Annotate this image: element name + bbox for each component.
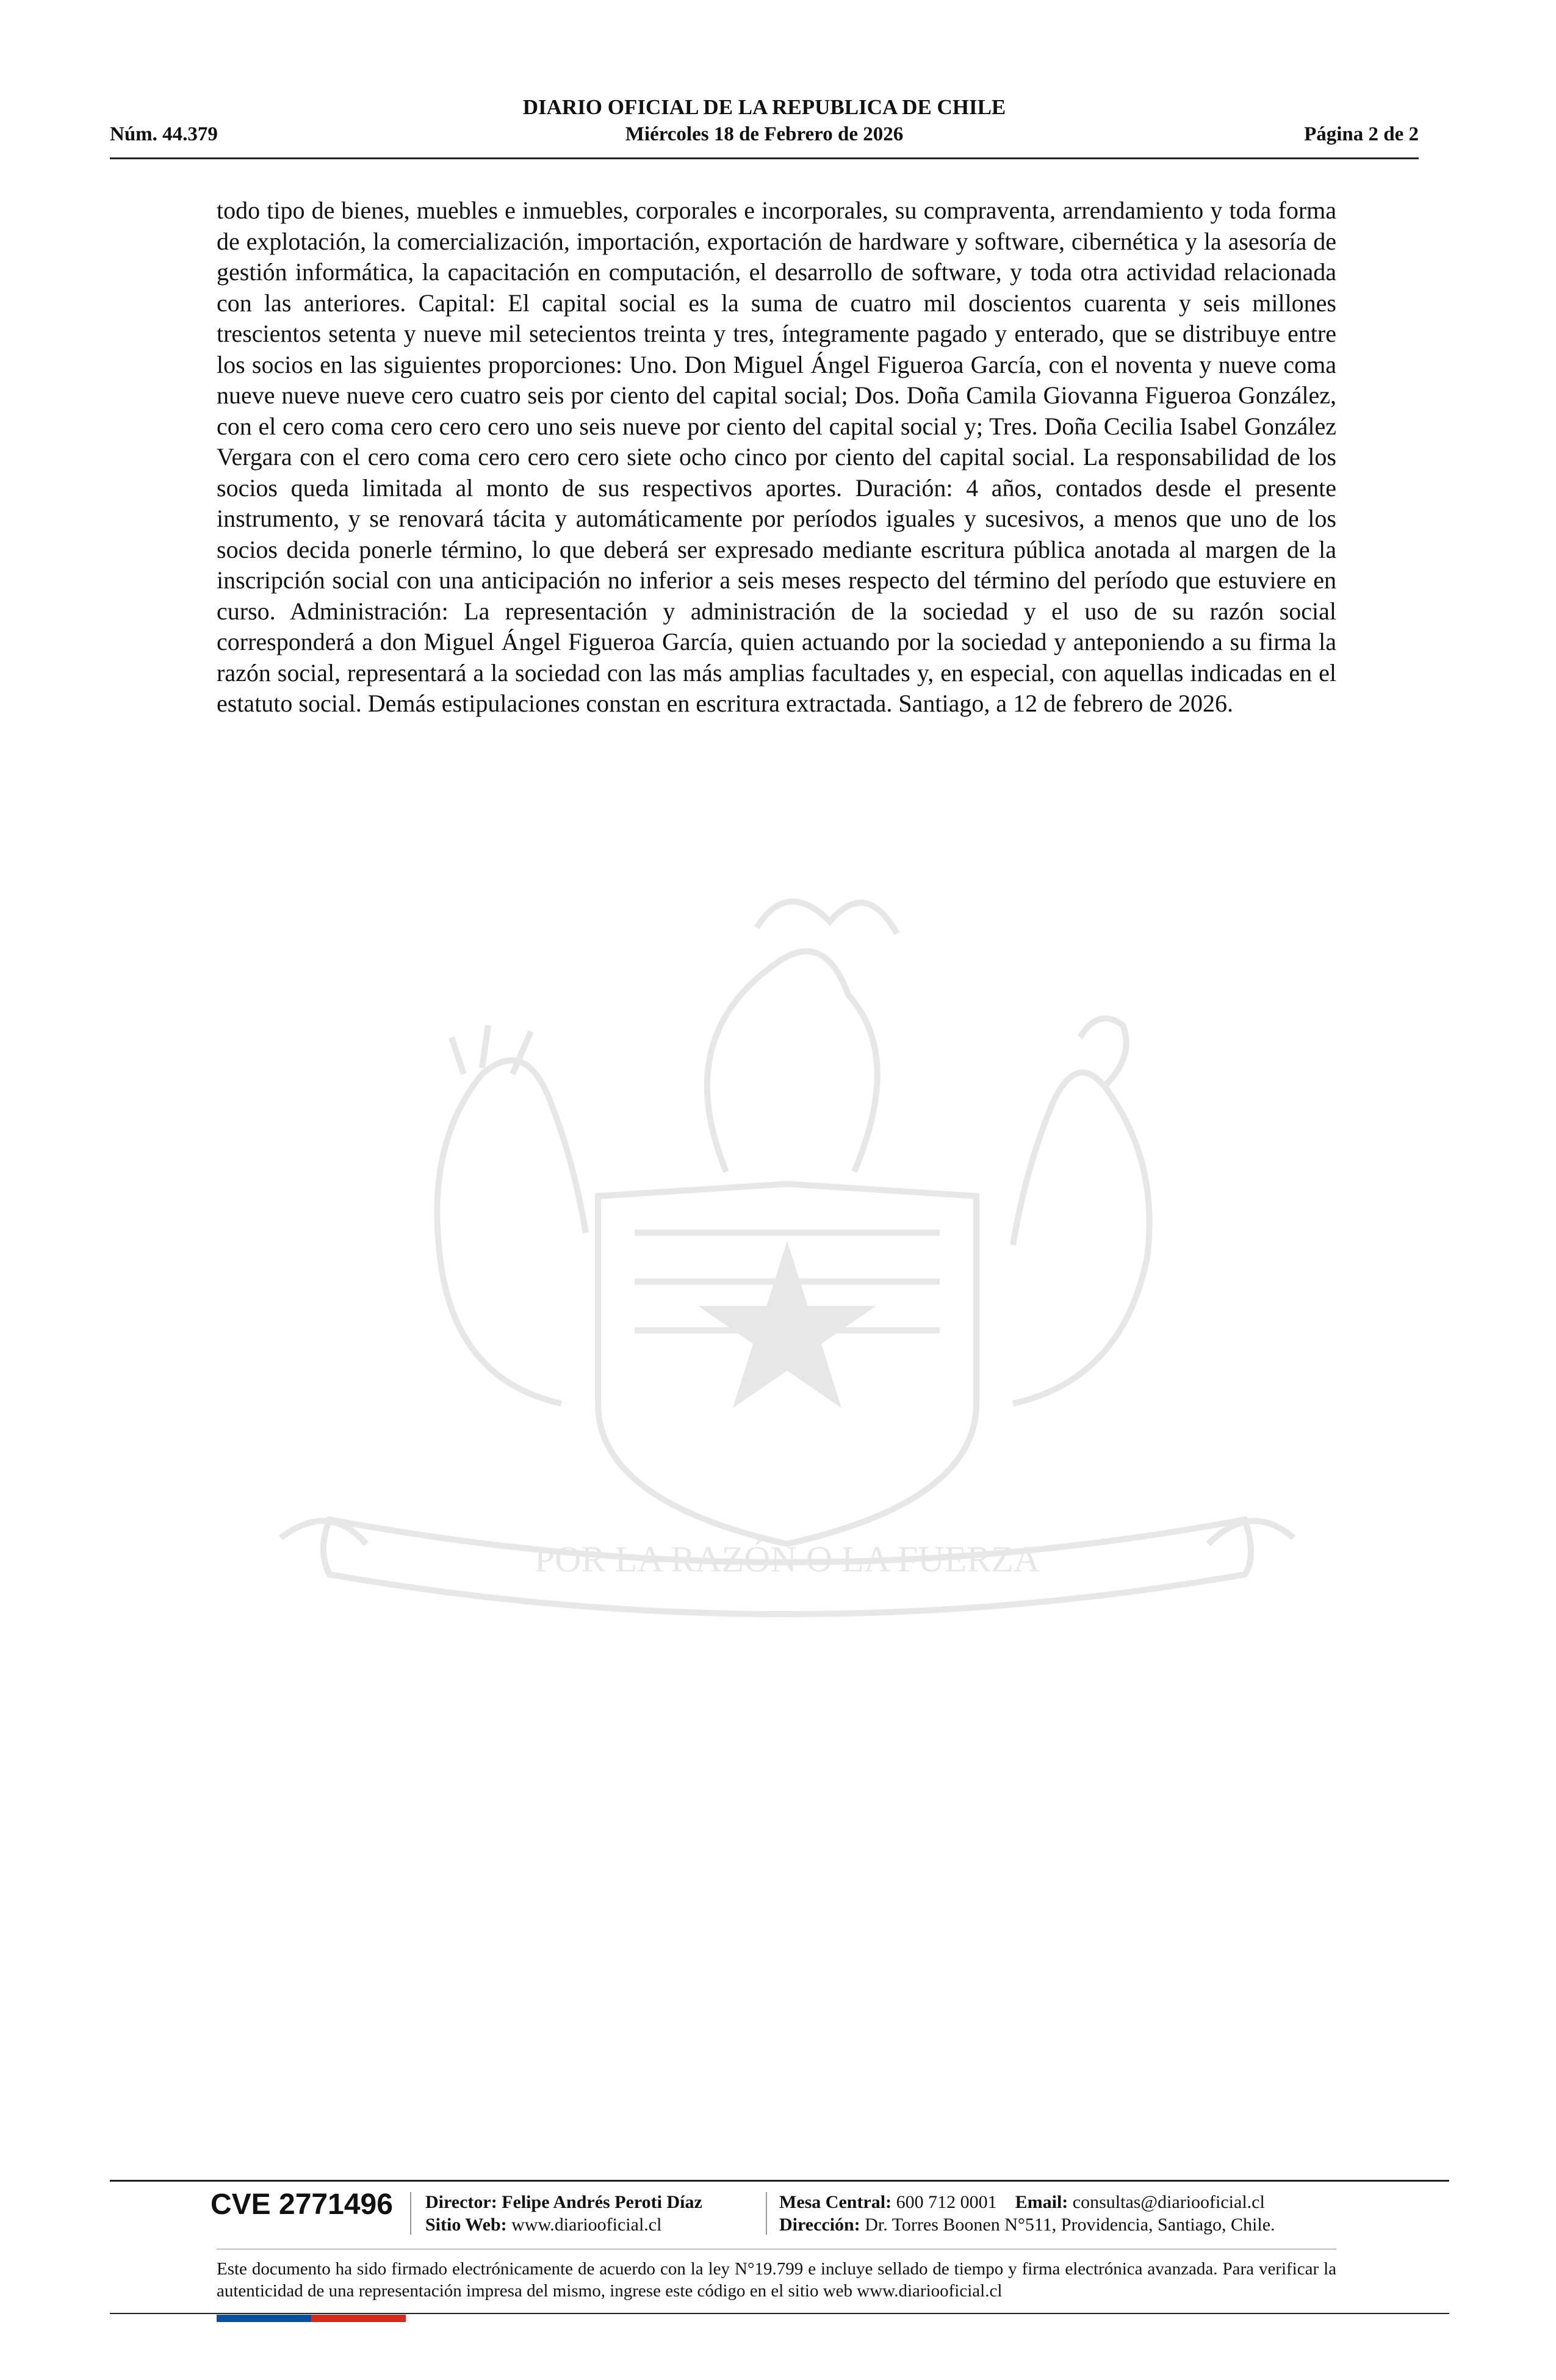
flag-segment: [359, 2315, 406, 2322]
flag-segment: [217, 2315, 264, 2322]
address-label: Dirección:: [779, 2215, 860, 2235]
flag-segment: [264, 2315, 312, 2322]
email-label: Email:: [1015, 2192, 1068, 2212]
issue-number: Núm. 44.379: [110, 123, 218, 145]
flag-color-bar: [217, 2315, 406, 2322]
page-header: [110, 93, 1419, 160]
newspaper-title: DIARIO OFICIAL DE LA REPUBLICA DE CHILE: [522, 95, 1006, 119]
email-link[interactable]: consultas@diariooficial.cl: [1072, 2192, 1265, 2212]
cve-code: CVE 2771496: [211, 2188, 393, 2221]
website-label: Sitio Web:: [425, 2215, 507, 2235]
director-label: Director:: [425, 2192, 497, 2212]
footer-director-block: [425, 2191, 702, 2236]
electronic-signature-note: Este documento ha sido firmado electrónicamente de acuerdo con la ley N°19.799 e incluye sellado de tiempo y firma electrónica avanzada. Para verificar la autenticidad de una representación impresa del mismo, ingrese este código en el sitio web www.diariooficial.cl: [217, 2259, 1336, 2301]
footer-separator: [766, 2192, 767, 2235]
footer-separator: [410, 2192, 411, 2235]
website-link[interactable]: www.diariooficial.cl: [511, 2215, 662, 2235]
document-body-text: todo tipo de bienes, muebles e inmuebles, corporales e incorporales, su compraventa, arrendamiento y toda forma de explotación, la comercialización, importación, exportación de hardware y software, cibernética y la asesoría de gestión informática, la capacitación en computación, el desarrollo de software, y toda otra actividad relacionada con las anteriores. Capital: El capital social es la suma de cuatro mil doscientos cuarenta y seis millones trescientos setenta y nueve mil setecientos treinta y tres, íntegramente pagado y enterado, que se distribuye entre los socios en las siguientes proporciones: Uno. Don Miguel Ángel Figueroa García, con el noventa y nueve coma nueve nueve nueve cero cuatro seis por ciento del capital social; Dos. Doña Camila Giovanna Figueroa González, con el cero coma cero cero cero uno seis nueve por ciento del capital social y; Tres. Doña Cecilia Isabel González Vergara con el cero coma cero cero cero siete ocho cinco por ciento del capital social. La responsabilidad de los socios queda limitada al monto de sus respectivos aportes. Duración: 4 años, contados desde el presente instrumento, y se renovará tácita y automáticamente por períodos iguales y sucesivos, a menos que uno de los socios decida ponerle término, lo que deberá ser expresado mediante escritura pública anotada al margen de la inscripción social con una anticipación no inferior a seis meses respecto del término del período que estuviere en curso. Administración: La representación y administración de la sociedad y el uso de su razón social corresponderá a don Miguel Ángel Figueroa García, quien actuando por la sociedad y anteponiendo a su firma la razón social, representará a la sociedad con las más amplias facultades y, en especial, con aquellas indicadas en el estatuto social. Demás estipulaciones constan en escritura extractada. Santiago, a 12 de febrero de 2026.: [217, 197, 1336, 717]
director-name: Felipe Andrés Peroti Díaz: [502, 2192, 702, 2212]
flag-segment: [311, 2315, 359, 2322]
mesa-central-label: Mesa Central:: [779, 2192, 892, 2212]
footer-contact-block: [779, 2191, 1275, 2236]
address-value: Dr. Torres Boonen N°511, Providencia, Santiago, Chile.: [865, 2215, 1275, 2235]
chile-coat-of-arms-watermark-icon: [207, 854, 1367, 1666]
page-number: Página 2 de 2: [1304, 123, 1419, 145]
watermark-motto: POR LA RAZÓN O LA FUERZA: [534, 1539, 1040, 1579]
issue-date: Miércoles 18 de Febrero de 2026: [625, 123, 904, 145]
mesa-central-phone: 600 712 0001: [896, 2192, 997, 2212]
header-divider: [110, 157, 1419, 159]
footer-bottom-divider: [110, 2313, 1449, 2314]
footer-divider: [110, 2180, 1449, 2182]
